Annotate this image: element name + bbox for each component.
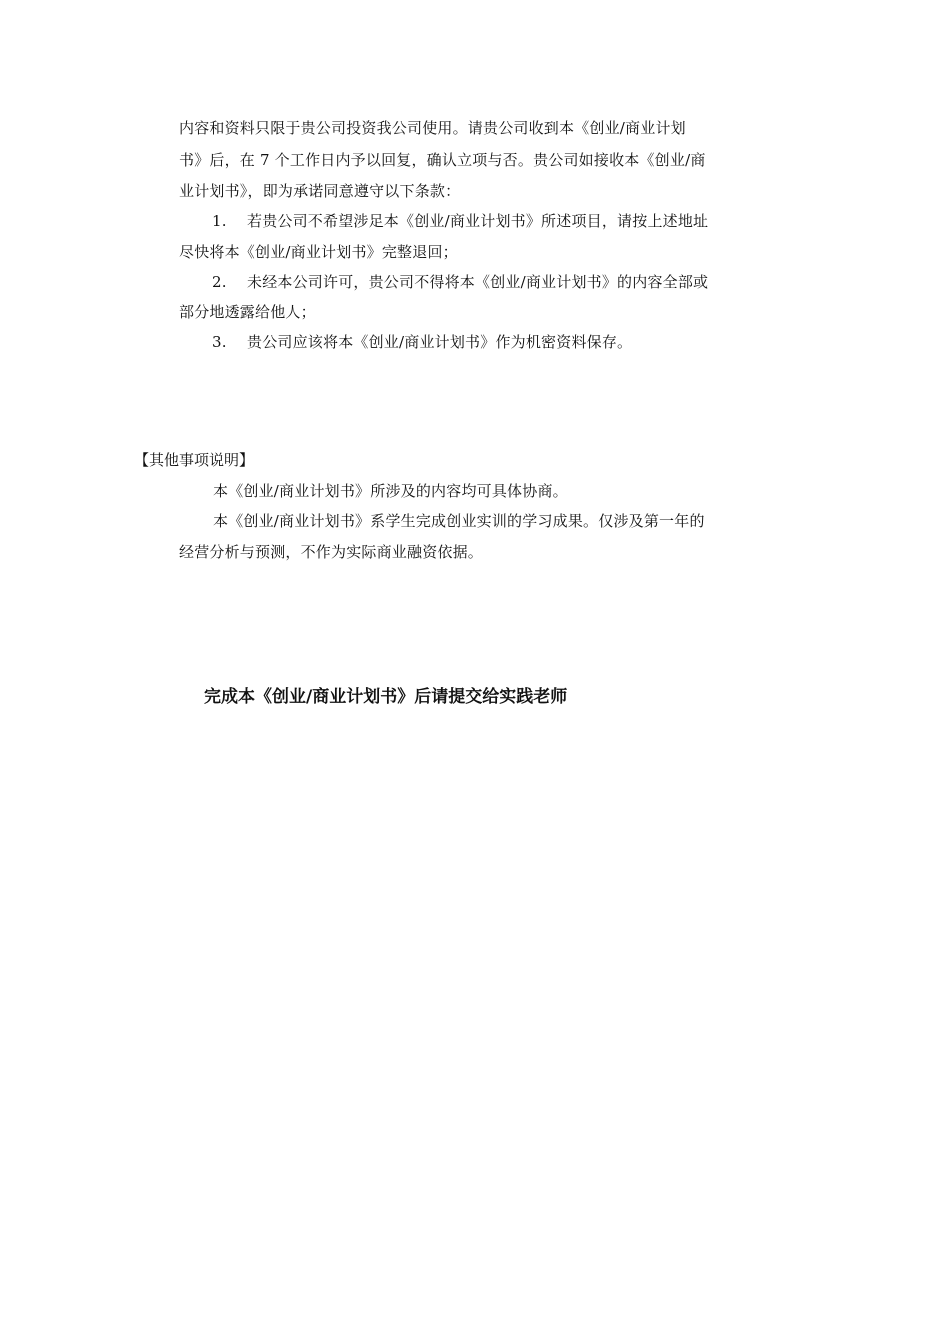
other-notes-paragraph-2-line-2: 经营分析与预测，不作为实际商业融资依据。 (179, 543, 484, 561)
clause-3-number: 3. (212, 333, 227, 351)
submission-note: 完成本《创业/商业计划书》后请提交给实践老师 (204, 687, 568, 707)
clause-2 (212, 272, 708, 292)
intro-line-1: 内容和资料只限于贵公司投资我公司使用。请贵公司收到本《创业/商业计划 (179, 119, 686, 137)
other-notes-paragraph-2-line-1: 本《创业/商业计划书》系学生完成创业实训的学习成果。仅涉及第一年的 (213, 512, 705, 530)
other-notes-paragraph-1: 本《创业/商业计划书》所涉及的内容均可具体协商。 (213, 482, 568, 500)
other-notes-heading: 【其他事项说明】 (134, 451, 255, 469)
clause-2-text: 未经本公司许可，贵公司不得将本《创业/商业计划书》的内容全部或 (247, 273, 709, 291)
intro-line-2: 书》后，在 7 个工作日内予以回复，确认立项与否。贵公司如接收本《创业/商 (179, 151, 706, 169)
clause-1-number: 1. (212, 212, 227, 230)
clause-1-continuation: 尽快将本《创业/商业计划书》完整退回； (179, 243, 458, 261)
clause-2-number: 2. (212, 273, 227, 291)
clause-1 (212, 211, 708, 231)
intro-line-3: 业计划书》，即为承诺同意遵守以下条款： (179, 182, 461, 200)
clause-1-text: 若贵公司不希望涉足本《创业/商业计划书》所述项目，请按上述地址 (247, 212, 709, 230)
clause-3-text: 贵公司应该将本《创业/商业计划书》作为机密资料保存。 (247, 333, 633, 351)
clause-3 (212, 332, 632, 352)
clause-2-continuation: 部分地透露给他人； (179, 303, 316, 321)
